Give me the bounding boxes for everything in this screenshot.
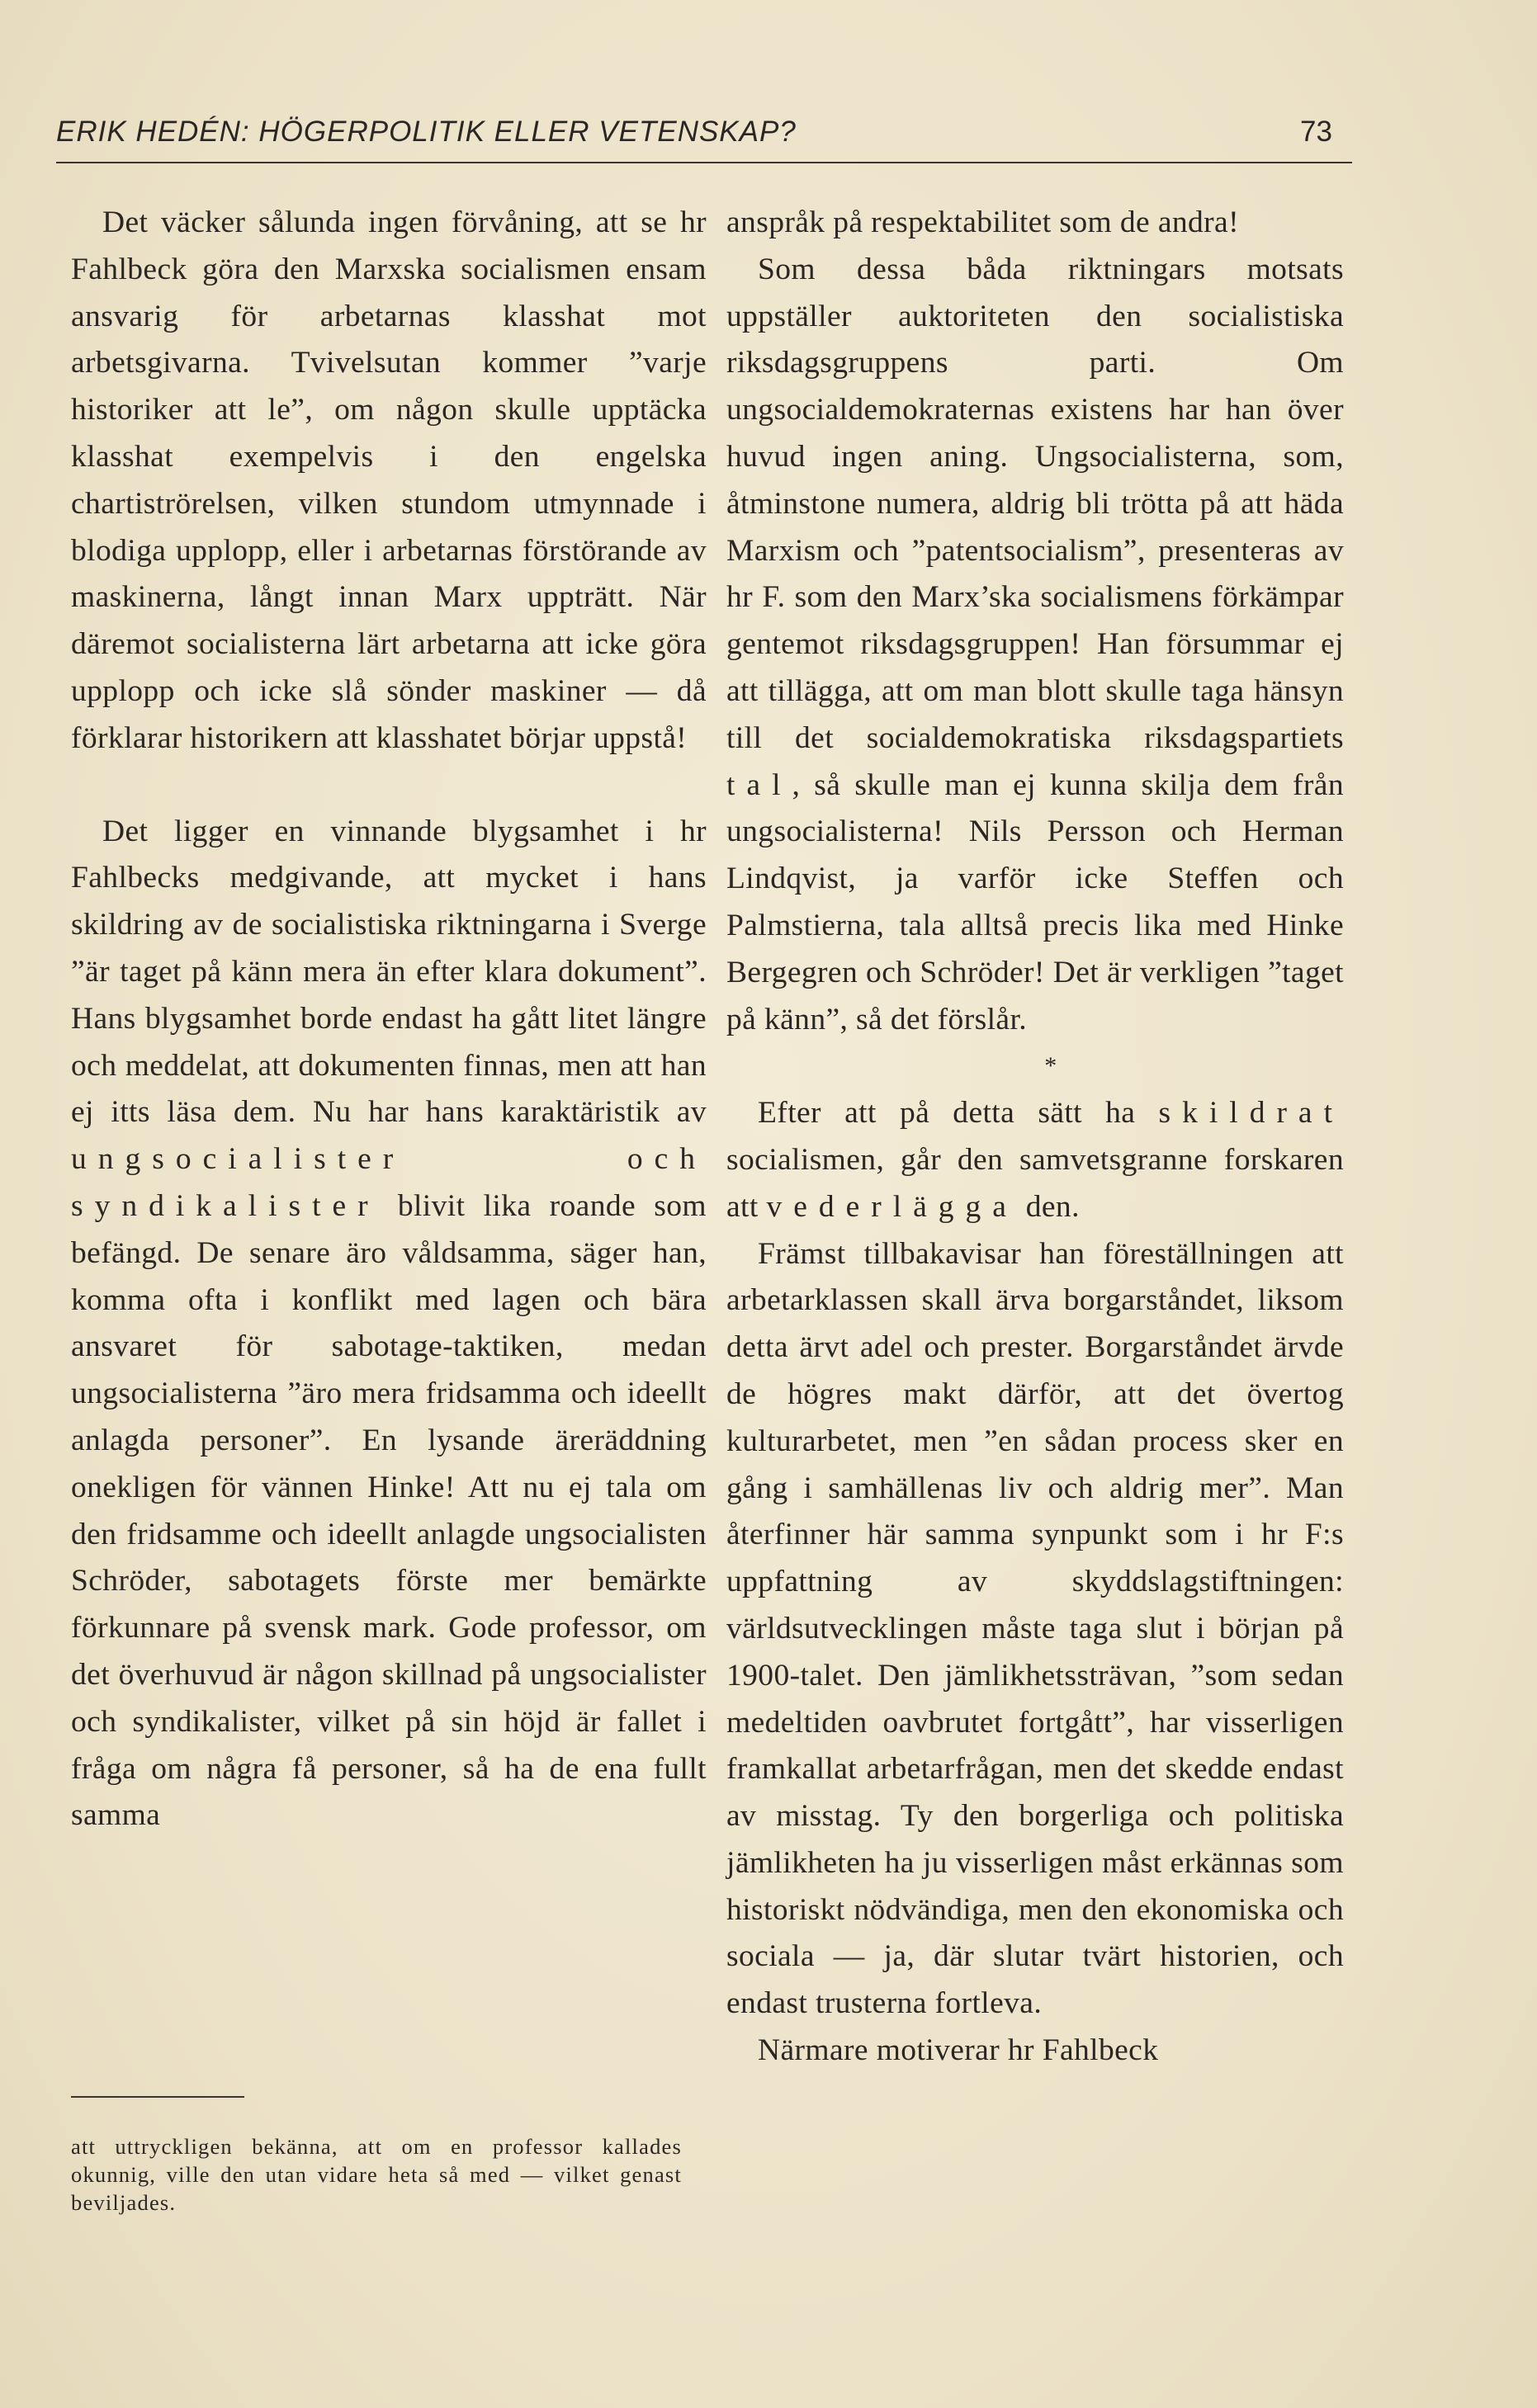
- right-paragraph-3-part-c: den.: [1017, 1189, 1080, 1224]
- left-paragraph-2: [71, 809, 707, 1840]
- footnote: [71, 2132, 682, 2217]
- header-rule: [56, 162, 1352, 163]
- spaced-emphasis-tal: tal: [726, 767, 792, 802]
- footnote-rule: [71, 2096, 244, 2098]
- left-paragraph-2-part-a: Det ligger en vinnande blygsamhet i hr Fahlbecks medgivande, att mycket i hans skildring av de socialistiska riktningarna i Sverge ”är taget på känn mera än efter klara dokument”. Hans blygsamhet borde endast ha gått litet längre och meddelat, att dokumenten finnas, men att han ej itts läsa dem. Nu har hans karaktäristik av: [71, 814, 707, 1130]
- right-paragraph-3: [726, 1090, 1344, 1230]
- left-paragraph-2-part-b: blivit lika roande som befängd. De senare äro våldsamma, säger han, komma ofta i konflikt med lagen och bära ansvaret för sabotage-taktiken, medan ungsocialisterna ”äro mera fridsamma och ideellt anlagda personer”. En lysande äreräddning onekligen för vännen Hinke! Att nu ej tala om den fridsamme och ideellt anlagde ungsocialisten Schröder, sabotagets förste mer bemärkte förkunnare på svensk mark. Gode professor, om det överhuvud är någon skillnad på ungsocialister och syndikalister, vilket på sin höjd är fallet i fråga om några få personer, så ha de ena fullt samma: [71, 1188, 707, 1833]
- left-column: [71, 200, 707, 1839]
- right-paragraph-3-part-b: socialismen, går den samvetsgranne forskaren att: [726, 1142, 1344, 1224]
- right-paragraph-1: anspråk på respektabilitet som de andra!: [726, 205, 1239, 239]
- spaced-emphasis-ungsocialister: ungsocialister och syndikalister: [71, 1142, 707, 1223]
- right-paragraph-4: Främst tillbakavisar han föreställningen att arbetarklassen skall ärva borgarståndet, liksom detta ärvt adel och prester. Borgarståndet ärvde de högres makt därför, att det övertog kulturarbetet, men ”en sådan process sker en gång i samhällenas liv och aldrig mer”. Man återfinner här samma synpunkt som i hr F:s uppfattning av skyddslagstiftningen: världsutvecklingen måste taga slut i början på 1900-talet. Den jämlikhetssträvan, ”som sedan medeltiden oavbrutet fortgått”, har visserligen framkallat arbetarfrågan, men det skedde endast av misstag. Ty den borgerliga och politiska jämlikheten ha ju visserligen måst erkännas som historiskt nödvändiga, men den ekonomiska och sociala — ja, där slutar tvärt historien, och endast trusterna fortleva.: [726, 1236, 1344, 2021]
- right-paragraph-2: [726, 247, 1344, 1044]
- right-column: [726, 200, 1344, 2075]
- left-paragraph-1: Det väcker sålunda ingen förvåning, att se hr Fahlbeck göra den Marxska socialismen ensam ansvarig för arbetarnas klasshat mot arbetsgivarna. Tvivelsutan kommer ”varje historiker att le”, om någon skulle upptäcka klasshat exempelvis i den engelska chartiströrelsen, vilken stundom utmynnade i blodiga upplopp, eller i arbetarnas förstörande av maskinerna, långt innan Marx uppträtt. När däremot socialisterna lärt arbetarna att icke göra upplopp och icke slå sönder maskiner — då förklarar historikern att klasshatet börjar uppstå!: [71, 205, 707, 755]
- page-number: 73: [1300, 116, 1332, 148]
- running-header: ERIK HEDÉN: HÖGERPOLITIK ELLER VETENSKAP?: [56, 116, 797, 148]
- section-separator: *: [1044, 1052, 1057, 1080]
- spaced-emphasis-skildrat: skildrat: [1158, 1096, 1344, 1131]
- right-paragraph-2-part-b: , så skulle man ej kunna skilja dem från ungsocialisterna! Nils Persson och Herman Lindqvist, ja varför icke Steffen och Palmstierna, tala alltså precis lika med Hinke Bergegren och Schröder! Det är verkligen ”taget på känn”, så det förslår.: [726, 767, 1344, 1036]
- right-paragraph-2-part-a: Som dessa båda riktningars motsats uppställer auktoriteten den socialistiska riksdagsgruppens parti. Om ungsocialdemokraternas existens har han över huvud ingen aning. Ungsocialisterna, som, åtminstone numera, aldrig bli trötta på att häda Marxism och ”patentsocialism”, presenteras av hr F. som den Marx’ska socialismens förkämpar gentemot riksdagsgruppen! Han försummar ej att tillägga, att om man blott skulle taga hänsyn till det socialdemokratiska riksdagspartiets: [726, 252, 1344, 755]
- right-paragraph-3-part-a: Efter att på detta sätt ha: [758, 1096, 1159, 1131]
- right-paragraph-5: Närmare motiverar hr Fahlbeck: [758, 2033, 1159, 2068]
- spaced-emphasis-vederlagga: vederlägga: [766, 1189, 1018, 1224]
- footnote-text: att uttryckligen bekänna, att om en professor kallades okunnig, ville den utan vidare heta så med — vilket genast beviljades.: [71, 2134, 682, 2215]
